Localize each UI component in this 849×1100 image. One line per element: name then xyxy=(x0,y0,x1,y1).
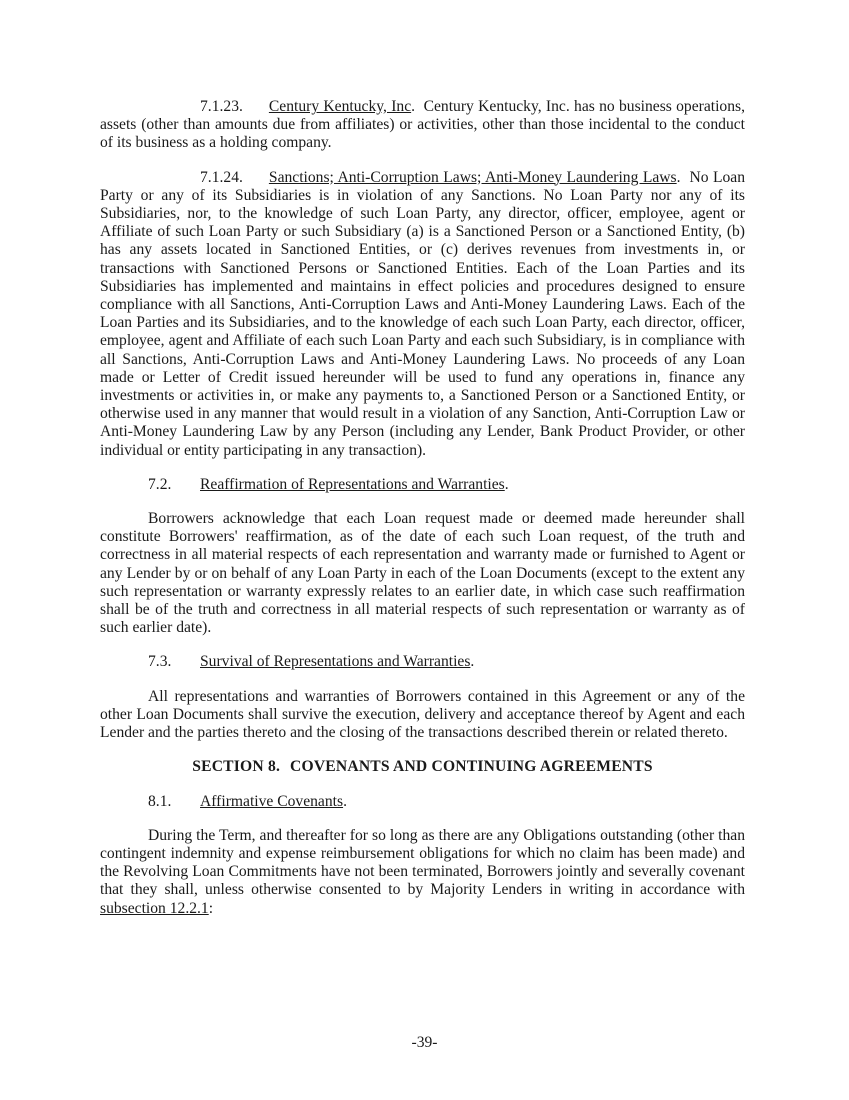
paragraph-7-1-23: 7.1.23. Century Kentucky, Inc. Century Kentucky, Inc. has no business operations, assets (other than amounts due from affiliates) or activities, other than those incidental to the conduct of its business as a holding company. xyxy=(100,98,745,152)
paragraph-text: No Loan Party or any of its Subsidiaries is in violation of any Sanctions. No Loan Party nor any of its Subsidiaries, nor, to the knowledge of such Loan Party, any director, officer, employee, agent or Affiliate of such Loan Party or such Subsidiary (a) is a Sanctioned Person or a Sanctioned Entity, (b) has any assets located in Sanctioned Entities, or (c) derives revenues from investments in, or transactions with Sanctioned Persons or Sanctioned Entities. Each of the Loan Parties and its Subsidiaries has implemented and maintains in effect policies and procedures designed to ensure compliance with all Sanctions, Anti-Corruption Laws and Anti-Money Laundering Laws. Each of the Loan Parties and its Subsidiaries, and to the knowledge of each such Loan Party, each director, officer, employee, agent and Affiliate of each such Loan Party and each such Subsidiary, is in compliance with all Sanctions, Anti-Corruption Laws and Anti-Money Laundering Laws. No proceeds of any Loan made or Letter of Credit issued hereunder will be used to fund any operations in, finance any investments or activities in, or make any payments to, a Sanctioned Person or a Sanctioned Entity, or otherwise used in any manner that would result in a violation of any Sanction, Anti-Corruption Law or Anti-Money Laundering Law by any Person (including any Lender, Bank Product Provider, or other individual or entity participating in any transaction). xyxy=(100,168,746,459)
section-label: SECTION 8. xyxy=(192,758,281,776)
section-heading-text: COVENANTS AND CONTINUING AGREEMENTS xyxy=(290,758,653,776)
heading-8-1: 8.1. Affirmative Covenants. xyxy=(148,792,347,810)
heading-7-2: 7.2. Reaffirmation of Representations and Warranties. xyxy=(148,475,509,493)
section-number: 7.3. xyxy=(148,653,172,671)
paragraph-8-1: During the Term, and thereafter for so long as there are any Obligations outstanding (other than contingent indemnity and expense reimbursement obligations for which no claim has been made) and the Revolving Loan Commitments have not been terminated, Borrowers jointly and severally covenant that they shall, unless otherwise consented to by Majority Lenders in writing in accordance with subsection 12.2.1: xyxy=(100,826,745,917)
paragraph-7-1-24: 7.1.24. Sanctions; Anti-Corruption Laws; Anti-Money Laundering Laws. No Loan Party or any of its Subsidiaries is in violation of any Sanctions. No Loan Party nor any of its Subsidiaries, nor, to the knowledge of such Loan Party, any director, officer, employee, agent or Affiliate of such Loan Party or such Subsidiary (a) is a Sanctioned Person or a Sanctioned Entity, (b) has any assets located in Sanctioned Entities, or (c) derives revenues from investments in, or transactions with Sanctioned Persons or Sanctioned Entities. Each of the Loan Parties and its Subsidiaries has implemented and maintains in effect policies and procedures designed to ensure compliance with all Sanctions, Anti-Corruption Laws and Anti-Money Laundering Laws. Each of the Loan Parties and its Subsidiaries, and to the knowledge of each such Loan Party, each director, officer, employee, agent and Affiliate of each such Loan Party and each such Subsidiary, is in compliance with all Sanctions, Anti-Corruption Laws and Anti-Money Laundering Laws. No proceeds of any Loan made or Letter of Credit issued hereunder will be used to fund any operations in, finance any investments or activities in, or make any payments to, a Sanctioned Person or a Sanctioned Entity, or otherwise used in any manner that would result in a violation of any Sanction, Anti-Corruption Law or Anti-Money Laundering Law by any Person (including any Lender, Bank Product Provider, or other individual or entity participating in any transaction). xyxy=(100,168,746,459)
section-title: Affirmative Covenants xyxy=(200,792,344,810)
heading-7-3: 7.3. Survival of Representations and Warranties. xyxy=(148,653,475,671)
section-title: Survival of Representations and Warranties xyxy=(200,653,471,671)
section-number: 8.1. xyxy=(148,792,172,810)
paragraph-text: Century Kentucky, Inc. has no business operations, assets (other than amounts due from affiliates) or activities, other than those incidental to the conduct of its business as a holding company. xyxy=(100,98,745,152)
section-8-heading xyxy=(100,758,745,776)
section-number: 7.1.23. xyxy=(200,98,243,115)
section-title: Reaffirmation of Representations and Warranties xyxy=(200,475,505,493)
subsection-reference: subsection 12.2.1 xyxy=(100,899,209,917)
section-title: Sanctions; Anti-Corruption Laws; Anti-Money Laundering Laws xyxy=(268,168,677,186)
section-number: 7.1.24. xyxy=(200,168,243,186)
page-body xyxy=(100,98,745,934)
paragraph-7-2: Borrowers acknowledge that each Loan request made or deemed made hereunder shall constitute Borrowers' reaffirmation, as of the date of each such Loan request, of the truth and correctness in all material respects of each representation and warranty made or furnished to Agent or any Lender by or on behalf of any Loan Party in each of the Loan Documents (except to the extent any such representation or warranty expressly relates to an earlier date, in which case such reaffirmation shall be of the truth and correctness in all material respects of such representation or warranty as of such earlier date). xyxy=(100,510,745,637)
section-title: Century Kentucky, Inc xyxy=(268,98,412,115)
section-number: 7.2. xyxy=(148,475,172,493)
page-number: -39- xyxy=(411,1034,438,1051)
paragraph-7-3: All representations and warranties of Borrowers contained in this Agreement or any of the other Loan Documents shall survive the execution, delivery and acceptance thereof by Agent and each Lender and the parties thereto and the closing of the transactions described therein or related thereto. xyxy=(100,687,745,742)
paragraph-text: During the Term, and thereafter for so long as there are any Obligations outstanding (other than contingent indemnity and expense reimbursement obligations for which no claim has been made) and the Revolving Loan Commitments have not been terminated, Borrowers jointly and severally covenant that they shall, unless otherwise consented to by Majority Lenders in writing in accordance with xyxy=(100,826,745,899)
